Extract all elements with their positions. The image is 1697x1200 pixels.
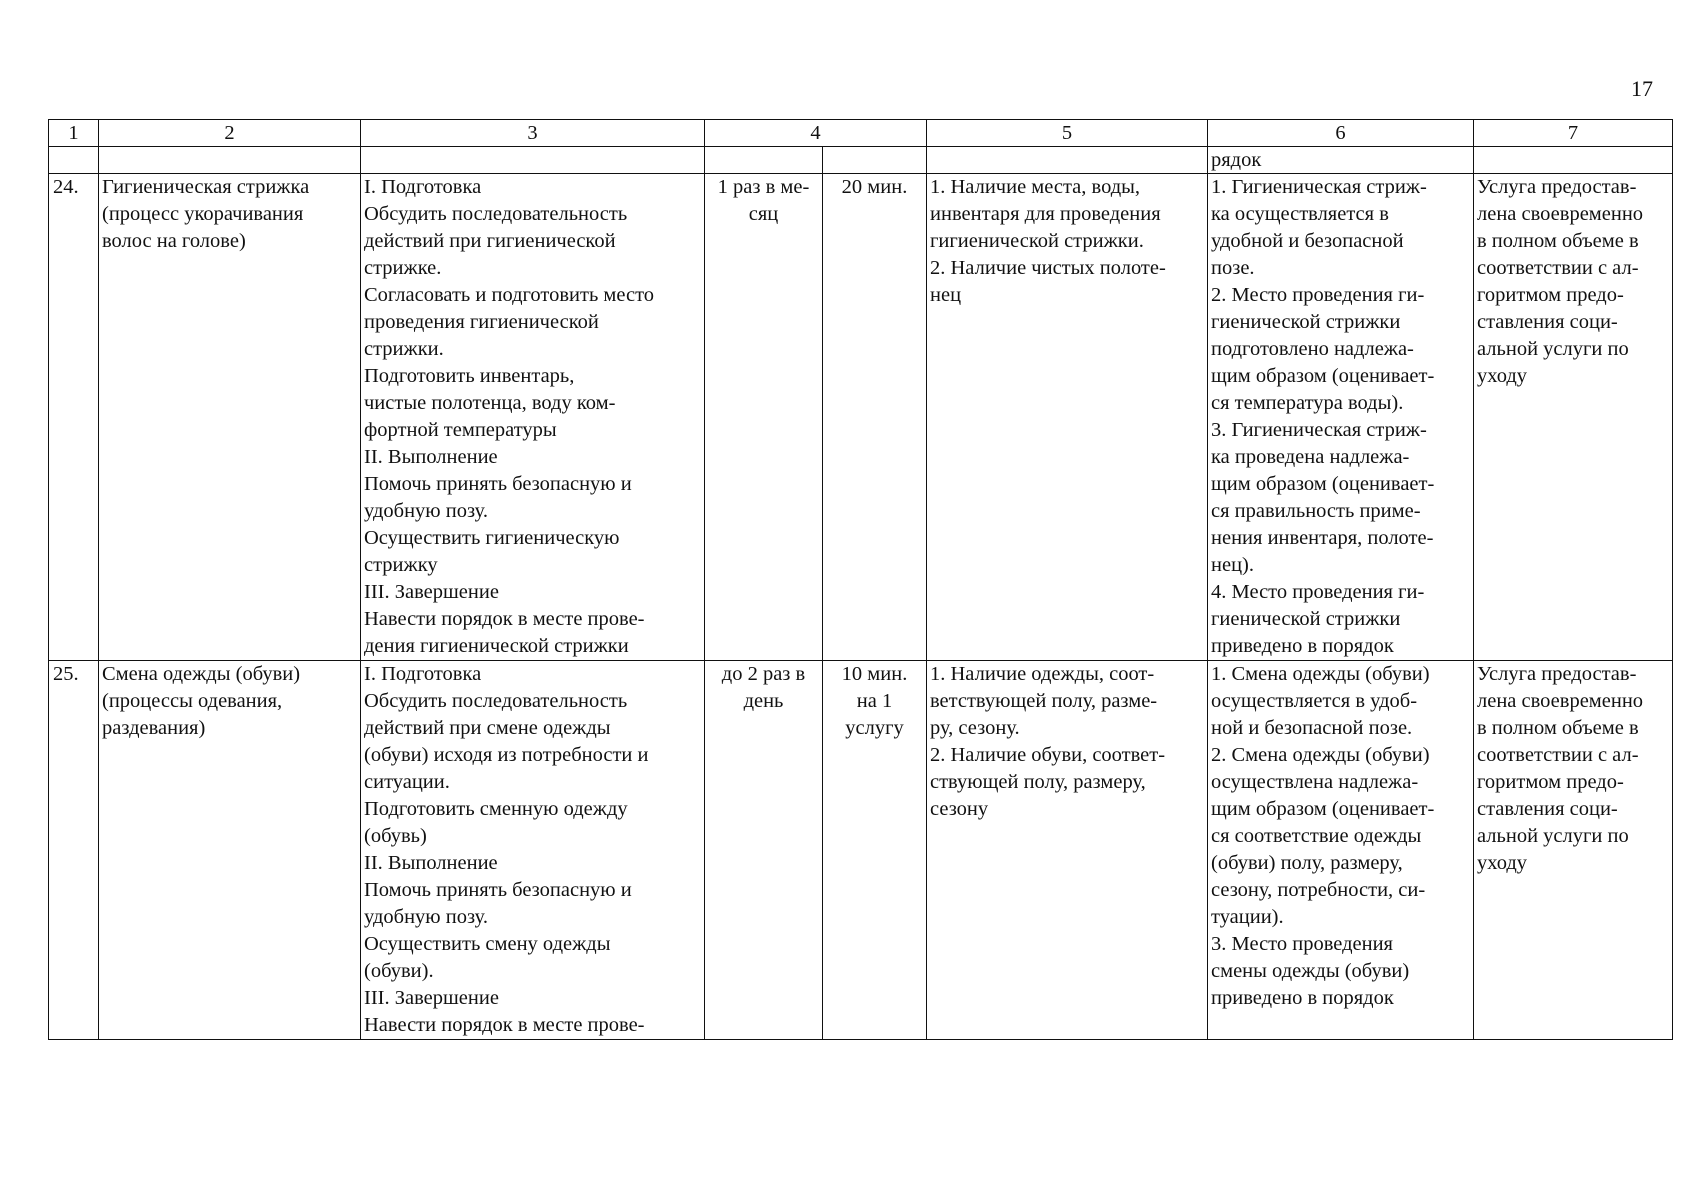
- service-frequency: 1 раз в ме- сяц: [705, 174, 823, 661]
- table-row: [49, 174, 1673, 661]
- service-conditions: 1. Наличие одежды, соот- ветствующей полу, разме- ру, сезону. 2. Наличие обуви, соответ- ствующей полу, размеру, сезону: [927, 661, 1208, 1040]
- service-duration: 10 мин. на 1 услугу: [823, 661, 927, 1040]
- service-duration: 20 мин.: [823, 174, 927, 661]
- service-name: Гигиеническая стрижка (процесс укорачивания волос на голове): [99, 174, 361, 661]
- row-number: 24.: [49, 174, 99, 661]
- table-row: [49, 661, 1673, 1040]
- column-number-3: 3: [361, 120, 705, 147]
- column-number-4: 4: [705, 120, 927, 147]
- column-number-6: 6: [1208, 120, 1474, 147]
- cell: [927, 147, 1208, 174]
- column-number-2: 2: [99, 120, 361, 147]
- row-number: 25.: [49, 661, 99, 1040]
- service-content: I. Подготовка Обсудить последовательность действий при гигиенической стрижке. Согласовать и подготовить место проведения гигиенической стрижки. Подготовить инвентарь, чистые полотенца, воду ком- фортной температуры II. Выполнение Помочь принять безопасную и удобную позу. Осуществить гигиеническую стрижку III. Завершение Навести порядок в месте прове- дения гигиенической стрижки: [361, 174, 705, 661]
- service-conditions: 1. Наличие места, воды, инвентаря для проведения гигиенической стрижки. 2. Наличие чистых полоте- нец: [927, 174, 1208, 661]
- cell: [361, 147, 705, 174]
- continuation-row: [49, 147, 1673, 174]
- service-result: Услуга предостав- лена своевременно в полном объеме в соответствии с ал- горитмом предо- ставления соци- альной услуги по уходу: [1474, 661, 1673, 1040]
- cell: [49, 147, 99, 174]
- column-number-7: 7: [1474, 120, 1673, 147]
- service-name: Смена одежды (обуви) (процессы одевания, раздевания): [99, 661, 361, 1040]
- quality-indicators: 1. Смена одежды (обуви) осуществляется в удоб- ной и безопасной позе. 2. Смена одежды (обуви) осуществлена надлежа- щим образом (оценивает- ся соответствие одежды (обуви) полу, размеру, сезону, потребности, си- туации). 3. Место проведения смены одежды (обуви) приведено в порядок: [1208, 661, 1474, 1040]
- page-number: 17: [1631, 76, 1653, 101]
- column-number-5: 5: [927, 120, 1208, 147]
- cell: [99, 147, 361, 174]
- quality-indicators: 1. Гигиеническая стриж- ка осуществляется в удобной и безопасной позе. 2. Место проведения ги- гиенической стрижки подготовлено надлежа- щим образом (оценивает- ся температура воды). 3. Гигиеническая стриж- ка проведена надлежа- щим образом (оценивает- ся правильность приме- нения инвентаря, полоте- нец). 4. Место проведения ги- гиенической стрижки приведено в порядок: [1208, 174, 1474, 661]
- column-number-1: 1: [49, 120, 99, 147]
- continuation-text: рядок: [1208, 147, 1474, 174]
- service-frequency: до 2 раз в день: [705, 661, 823, 1040]
- service-content: I. Подготовка Обсудить последовательность действий при смене одежды (обуви) исходя из потребности и ситуации. Подготовить сменную одежду (обувь) II. Выполнение Помочь принять безопасную и удобную позу. Осуществить смену одежды (обуви). III. Завершение Навести порядок в месте прове-: [361, 661, 705, 1040]
- services-table: [48, 119, 1673, 1040]
- column-number-row: [49, 120, 1673, 147]
- cell: [1474, 147, 1673, 174]
- cell: [705, 147, 823, 174]
- service-result: Услуга предостав- лена своевременно в полном объеме в соответствии с ал- горитмом предо- ставления соци- альной услуги по уходу: [1474, 174, 1673, 661]
- cell: [823, 147, 927, 174]
